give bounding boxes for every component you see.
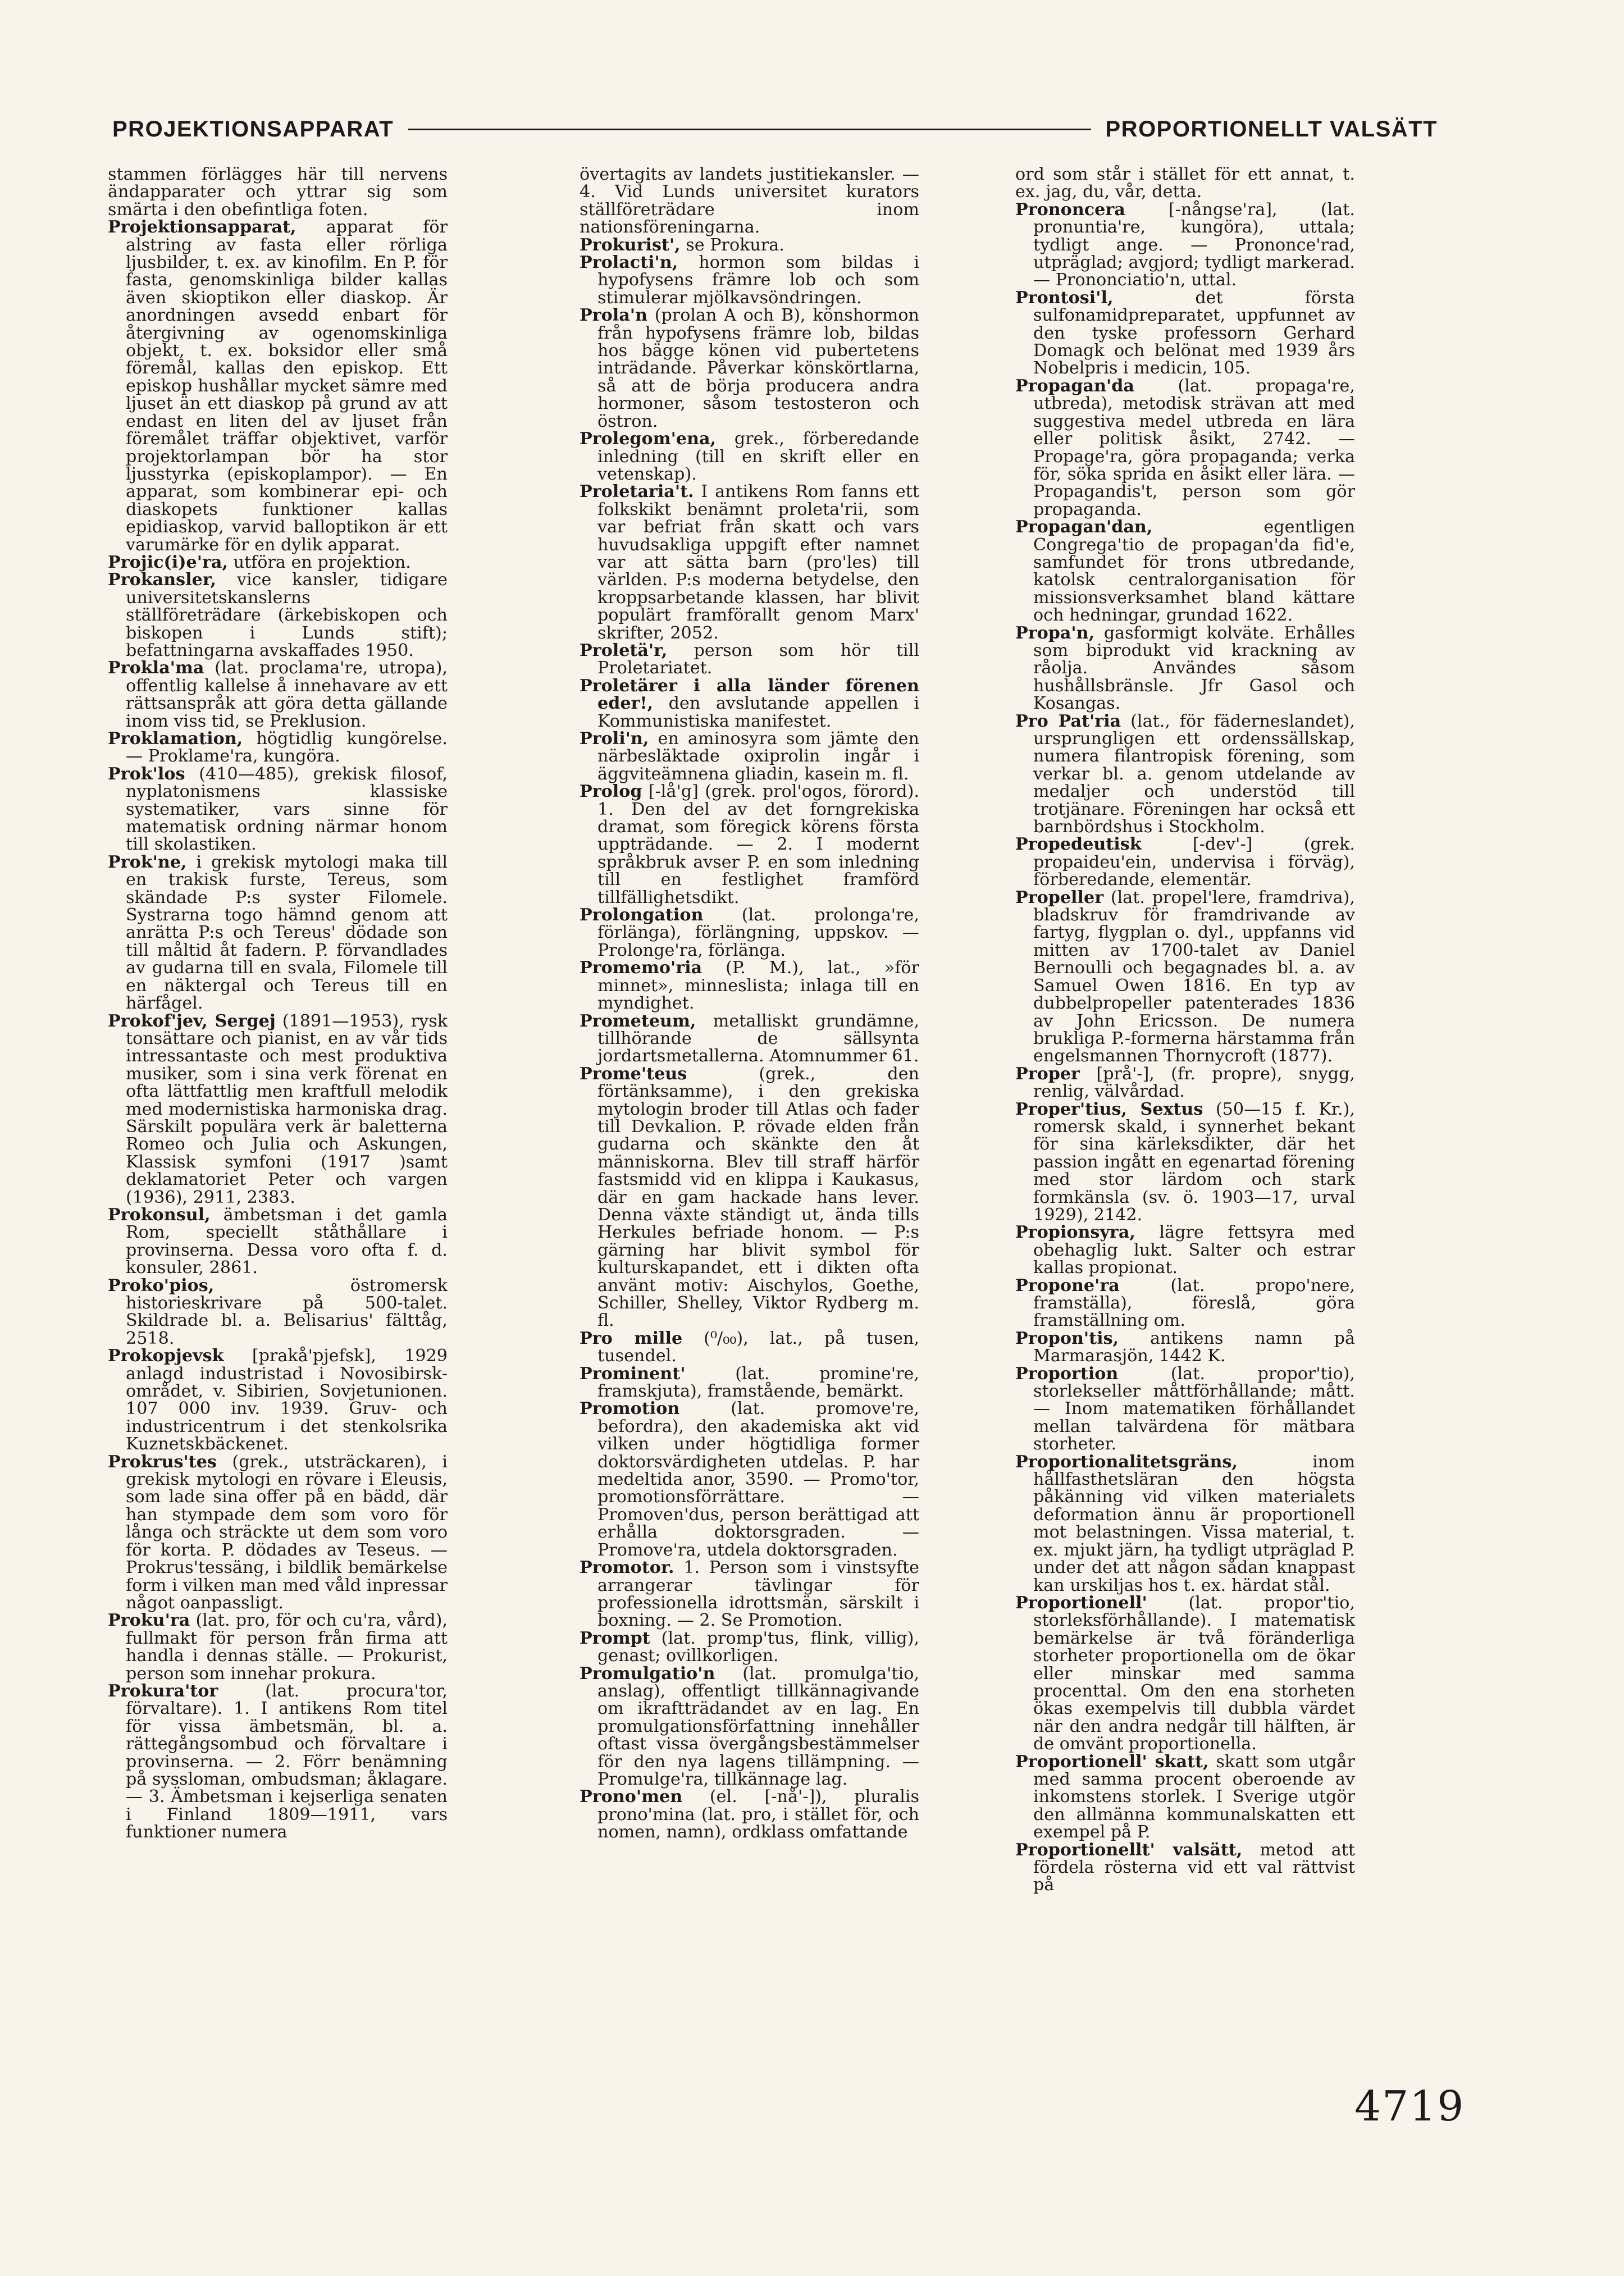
entry-headword: Proku'ra	[108, 1611, 190, 1631]
entry-text: apparat för alstring av fasta eller rörliga ljusbilder, t. ex. av kinofilm. En P. för fasta, genomskinliga bilder kallas även skioptikon eller diaskop. Är anordningen avsedd enbart för återgivning av ogenomskinliga objekt, t. ex. boksidor eller små föremål, kallas den episkop. Ett episkop hushållar mycket sämre med ljuset än ett diaskop på grund av att endast en liten del av ljuset från föremålet träffar objektivet, varför projektorlampan bör ha stor ljusstyrka (episkoplampor). — En apparat, som kombinerar epi- och diaskopets funktioner kallas epidiaskop, varvid balloptikon är ett varumärke för en dylik apparat.	[126, 217, 448, 555]
entry-headword: Prokansler,	[108, 570, 217, 590]
dictionary-entry	[108, 1612, 448, 1682]
entry-headword: Propon'tis,	[1015, 1328, 1119, 1348]
entry-text: antikens namn på Marmarasjön, 1442 K.	[1033, 1328, 1355, 1366]
entry-headword: Prontosi'l,	[1015, 288, 1114, 308]
dictionary-entry	[1015, 836, 1355, 888]
entry-text: (lat. propor'tio, storleksförhållande). I matematisk bemärkelse är två föränderliga storheter proportionella om de ökar eller minskar med samma procenttal. Om den ena storheten ökas exempelvis till dubbla värdet när den andra nedgår till hälften, är de omvänt proportionella.	[1033, 1593, 1355, 1754]
column-3	[1015, 166, 1355, 1894]
entry-text: metalliskt grundämne, tillhörande de sällsynta jordartsmetallerna. Atomnummer 61.	[597, 1011, 919, 1066]
entry-text: (lat. prolonga're, förlänga), förlängning, uppskov. — Prolonge'ra, förlänga.	[597, 905, 919, 960]
entry-headword: Proper'tius, Sextus	[1015, 1099, 1203, 1119]
entry-headword: Prolongation	[580, 905, 704, 925]
entry-headword: Prompt	[580, 1628, 650, 1648]
entry-headword: Prola'n	[580, 305, 647, 326]
entry-headword: Proko'pios,	[108, 1275, 215, 1296]
entry-text: hormon som bildas i hypofysens främre lob och som stimulerar mjölkavsöndringen.	[597, 253, 919, 308]
entry-text: (lat. promp'tus, flink, villig), genast; ovillkorligen.	[597, 1628, 919, 1666]
dictionary-entry	[580, 906, 919, 959]
entry-headword: Propionsyra,	[1015, 1223, 1135, 1243]
entry-headword: Prokrus'tes	[108, 1452, 217, 1472]
dictionary-entry	[108, 1277, 448, 1348]
dictionary-entry	[580, 254, 919, 307]
entry-text: [-dev'-] (grek. propaideu'ein, undervisa i förväg), förberedande, elementär.	[1033, 834, 1355, 890]
dictionary-entry	[580, 483, 919, 642]
dictionary-entry	[108, 571, 448, 659]
entry-headword: Prolacti'n,	[580, 253, 678, 273]
dictionary-entry	[108, 554, 448, 571]
entry-headword: Prokurist',	[580, 235, 681, 255]
dictionary-entry	[1015, 1594, 1355, 1753]
dictionary-entry	[580, 1665, 919, 1789]
dictionary-entry	[108, 1012, 448, 1206]
dictionary-entry	[1015, 1841, 1355, 1894]
entry-text: (lat. procura'tor, förvaltare). 1. I antikens Rom titel för vissa ämbetsmän, bl. a. rättegångsombud och förvaltare i provinserna. — 2. Förr benämning på syssloman, ombudsman; åklagare. — 3. Ämbetsman i kejserliga senaten i Finland 1809—1911, vars funktioner numera	[126, 1681, 448, 1842]
entry-text: utföra en projektion.	[227, 552, 411, 572]
entry-text: inom hållfasthetsläran den högsta påkänning vid vilken materialets deformation ännu är proportionell mot belastningen. Vissa material, t. ex. mjukt järn, ha tydligt utpräglad P. under det att någon sådan knappast kan urskiljas hos t. ex. härdat stål.	[1033, 1452, 1355, 1595]
dictionary-entry	[1015, 289, 1355, 377]
entry-headword: Propone'ra	[1015, 1275, 1120, 1296]
dictionary-entry	[1015, 1224, 1355, 1276]
dictionary-entry	[108, 1347, 448, 1453]
entry-text: [-lå'g] (grek. prol'ogos, förord). 1. Den del av det forngrekiska dramat, som föregick körens första uppträdande. — 2. I modernt språkbruk avser P. en som inledning till en festlighet framförd tillfällighetsdikt.	[597, 782, 919, 907]
entry-text: (lat. promine're, framskjuta), framstående, bemärkt.	[597, 1363, 919, 1402]
entry-headword: Proletä'r,	[580, 640, 668, 660]
dictionary-entry	[580, 307, 919, 430]
dictionary-entry	[580, 430, 919, 483]
entry-text: ord som står i stället för ett annat, t. ex. jag, du, vår, detta.	[1015, 165, 1355, 202]
dictionary-entry	[580, 730, 919, 783]
entry-headword: Promotion	[580, 1399, 680, 1419]
entry-text: (lat. propel'lere, framdriva), bladskruv för framdrivande av fartyg, flygplan o. dyl., uppfanns vid mitten av 1700-talet av Daniel Bernoulli och begagnades bl. a. av Samuel Owen 1816. En typ av dubbelpropeller patenterades 1836 av John Ericsson. De numera brukliga P.-formerna härstamma från engelsmannen Thornycroft (1877).	[1033, 887, 1355, 1066]
entry-text: högtidlig kungörelse. — Proklame'ra, kungöra.	[126, 729, 448, 767]
entry-text: (⁰/₀₀), lat., på tusen, tusendel.	[597, 1328, 919, 1366]
entry-headword: Prok'ne,	[108, 852, 187, 872]
header-right-guideword: PROPORTIONELLT VALSÄTT	[1105, 116, 1438, 142]
entry-text: (P. M.), lat., »för minnet», minneslista; inlaga till en myndighet.	[597, 958, 919, 1014]
entry-text: (lat. proclama're, utropa), offentlig kallelse å innehavare av ett rättsanspråk att göra detta gällande inom viss tid, se Preklusion.	[126, 658, 448, 731]
entry-text: I antikens Rom fanns ett folkskikt benämnt proleta'rii, som var befriat från skatt och vars huvudsakliga uppgift efter namnet var att sätta barn (pro'les) till världen. P:s moderna betydelse, den kroppsarbetande klassen, har blivit populärt framförallt genom Marx' skrifter, 2052.	[597, 482, 919, 643]
entry-headword: Proportionell' skatt,	[1015, 1752, 1209, 1772]
entry-headword: Prometeum,	[580, 1011, 696, 1031]
dictionary-entry	[1015, 1453, 1355, 1594]
column-1	[108, 166, 448, 1841]
dictionary-entry	[580, 1012, 919, 1065]
dictionary-entry	[580, 1630, 919, 1665]
entry-headword: Propeller	[1015, 887, 1104, 907]
header-left-guideword: PROJEKTIONSAPPARAT	[112, 116, 394, 142]
dictionary-entry	[580, 1788, 919, 1841]
entry-text: (lat. promulga'tio, anslag), offentligt tillkännagivande om ikraftträdandet av en lag. En promulgationsförfattning innehåller oftast vissa övergångsbestämmelser för den nya lagens tillämpning. — Promulge'ra, tillkännage lag.	[597, 1663, 919, 1789]
entry-text: (lat. propaga're, utbreda), metodisk strävan att med suggestiva medel utbreda en lära eller politisk åsikt, 2742. — Propage'ra, göra propaganda; verka för, söka sprida en åsikt eller lära. — Propagandis't, person som gör propaganda.	[1033, 376, 1355, 519]
entry-headword: Propa'n,	[1015, 623, 1095, 643]
entry-text: (1891—1953), rysk tonsättare och pianist, en av vår tids intressantaste och mest produktiva musiker, som i sina verk förenat en ofta lättfattlig men kraftfull melodik med modernistiska harmoniska drag. Särskilt populära verk är baletterna Romeo och Julia och Askungen, Klassisk symfoni (1917 )samt deklamatoriet Peter och vargen (1936), 2911, 2383.	[126, 1011, 448, 1207]
dictionary-entry	[1015, 377, 1355, 518]
running-header	[112, 112, 1438, 146]
dictionary-entry	[1015, 1277, 1355, 1330]
entry-headword: Proportionellt' valsätt,	[1015, 1840, 1243, 1860]
entry-text: i grekisk mytologi maka till en trakisk furste, Tereus, som skändade P:s syster Filomele. Systrarna togo hämnd genom att anrätta P:s och Tereus' dödade son till måltid åt fadern. P. förvandlades av gudarna till en svala, Filomele till en näktergal och Tereus till en härfågel.	[126, 852, 448, 1014]
dictionary-entry	[1015, 1365, 1355, 1453]
entry-text: egentligen Congrega'tio de propagan'da fid'e, samfundet för trons utbredande, katolsk centralorganisation för missionsverksamhet bland kättare och hedningar, grundad 1622.	[1033, 517, 1355, 626]
entry-headword: Proklamation,	[108, 729, 243, 749]
entry-text: ämbetsman i det gamla Rom, speciellt ståthållare i provinserna. Dessa voro ofta f. d. konsuler, 2861.	[126, 1205, 448, 1278]
entry-headword: Pro Pat'ria	[1015, 711, 1121, 731]
dictionary-entry	[108, 1682, 448, 1841]
entry-headword: Propagan'dan,	[1015, 517, 1153, 537]
entry-headword: Prolog	[580, 782, 642, 802]
entry-text: [-nångse'ra], (lat. pronuntia're, kungöra), uttala; tydligt ange. — Prononce'rad, utpräglad; avgjord; tydligt markerad. — Prononciatio'n, uttal.	[1033, 199, 1355, 290]
dictionary-entry	[1015, 201, 1355, 289]
entry-text: (lat., för fäderneslandet), ursprungligen ett ordenssällskap, numera filantropisk förening, som verkar bl. a. genom utdelande av medaljer och understöd till trotjänare. Föreningen har också ett barnbördshus i Stockholm.	[1033, 711, 1355, 837]
entry-text: det första sulfonamidpreparatet, uppfunnet av den tyske professorn Gerhard Domagk och belönat med 1939 års Nobelpris i medicin, 105.	[1033, 288, 1355, 378]
entry-headword: Prok'los	[108, 764, 185, 784]
entry-text: (lat. propor'tio), storlekseller måttförhållande; mått. — Inom matematiken förhållandet mellan talvärdena för mätbara storheter.	[1033, 1363, 1355, 1454]
dictionary-entry	[580, 642, 919, 677]
entry-headword: Projic(i)e'ra,	[108, 552, 228, 572]
entry-headword: Prononcera	[1015, 199, 1125, 220]
entry-text: se Prokura.	[680, 235, 784, 255]
entry-headword: Prokura'tor	[108, 1681, 218, 1701]
dictionary-entry	[580, 959, 919, 1012]
entry-headword: Propedeutisk	[1015, 834, 1142, 855]
entry-text: 1. Person som i vinstsyfte arrangerar tävlingar för professionella idrottsmän, särskilt i boxning. — 2. Se Promotion.	[597, 1558, 919, 1631]
dictionary-entry	[1015, 1753, 1355, 1841]
entry-text: en aminosyra som jämte den närbesläktade oxiprolin ingår i äggviteämnena gliadin, kasein m. fl.	[597, 729, 919, 784]
column-2	[580, 166, 919, 1841]
dictionary-entry	[1015, 713, 1355, 836]
entry-headword: Promulgatio'n	[580, 1663, 715, 1684]
dictionary-entry	[1015, 889, 1355, 1065]
entry-headword: Prolegom'ena,	[580, 429, 717, 449]
dictionary-entry	[108, 730, 448, 765]
entry-headword: Prome'teus	[580, 1064, 687, 1084]
entry-text: [prakå'pjefsk], 1929 anlagd industristad i Novosibirsk-området, v. Sibirien, Sovjetunionen. 107 000 inv. 1939. Gruv- och industricentrum i det stenkolsrika Kuznetskbäckenet.	[126, 1346, 448, 1454]
dictionary-entry	[580, 677, 919, 730]
dictionary-entry	[580, 236, 919, 254]
dictionary-entry	[580, 1400, 919, 1559]
dictionary-entry	[1015, 624, 1355, 713]
dictionary-entry	[1015, 1330, 1355, 1365]
entry-text: vice kansler, tidigare universitetskanslerns ställföreträdare (ärkebiskopen och biskopen i Lunds stift); befattningarna avskaffades 1950.	[126, 570, 448, 660]
dictionary-entry	[1015, 1065, 1355, 1101]
entry-text: (50—15 f. Kr.), romersk skald, i synnerhet bekant för sina kärleksdikter, där het passion ingått en egenartad förening med stor lärdom och stark formkänsla (sv. ö. 1903—17, urval 1929), 2142.	[1033, 1099, 1355, 1225]
dictionary-entry	[108, 1453, 448, 1612]
dictionary-entry	[580, 1065, 919, 1330]
entry-text: stammen förlägges här till nervens ändapparater och yttrar sig som smärta i den obefintliga foten.	[108, 165, 448, 220]
entry-headword: Proper	[1015, 1064, 1080, 1084]
entry-text: gasformigt kolväte. Erhålles som biprodukt vid krackning av råolja. Användes såsom hushållsbränsle. Jfr Gasol och Kosangas.	[1033, 623, 1355, 714]
entry-text: metod att fördela rösterna vid ett val rättvist på	[1033, 1840, 1355, 1895]
dictionary-entry	[580, 166, 919, 236]
entry-text: övertagits av landets justitiekansler. — 4. Vid Lunds universitet kurators ställföreträdare inom nationsföreningarna.	[580, 165, 919, 238]
entry-text: grek., förberedande inledning (till en skrift eller en vetenskap).	[597, 429, 919, 484]
entry-headword: Prokla'ma	[108, 658, 204, 678]
dictionary-entry	[108, 659, 448, 730]
entry-text: (lat. propo'nere, framställa), föreslå, göra framställning om.	[1033, 1275, 1355, 1331]
entry-text: (grek., utsträckaren), i grekisk mytologi en rövare i Eleusis, som lade sina offer på en bädd, där han stympade dem som voro för långa och sträckte ut dem som voro för korta. P. dödades av Teseus. — Prokrus'tessäng, i bildlik bemärkelse form i vilken man med våld inpressar något oanpassligt.	[126, 1452, 448, 1613]
dictionary-entry	[108, 1206, 448, 1277]
entry-headword: Proportionalitetsgräns,	[1015, 1452, 1238, 1472]
entry-headword: Promotor.	[580, 1558, 674, 1578]
entry-text: (el. [-nå'-]), pluralis prono'mina (lat. pro, i stället för, och nomen, namn), ordklass omfattande	[597, 1787, 919, 1842]
dictionary-entry	[580, 783, 919, 906]
entry-headword: Prokonsul,	[108, 1205, 211, 1225]
entry-text: person som hör till Proletariatet.	[597, 640, 919, 678]
entry-text: [prå'-], (fr. propre), snygg, renlig, välvårdad.	[1033, 1064, 1355, 1102]
entry-headword: Prominent'	[580, 1363, 686, 1384]
entry-text: den avslutande appellen i Kommunistiska manifestet.	[597, 694, 919, 731]
entry-headword: Prokopjevsk	[108, 1346, 224, 1366]
dictionary-entry	[580, 1365, 919, 1401]
dictionary-entry	[108, 765, 448, 854]
entry-headword: Pro mille	[580, 1328, 683, 1348]
dictionary-entry	[108, 218, 448, 554]
dictionary-entry	[580, 1330, 919, 1365]
dictionary-entry	[108, 166, 448, 218]
entry-headword: Prokof'jev, Sergej	[108, 1011, 276, 1031]
entry-text: (grek., den förtänksamme), i den grekiska mytologin broder till Atlas och fader till Devkalion. P. rövade elden från gudarna och skänkte den åt människorna. Blev till straff härför fastsmidd vid en klippa i Kaukasus, där en gam hackade hans lever. Denna växte ständigt ut, ända tills Herkules befriade honom. — P:s gärning har blivit symbol för kulturskapandet, ett i dikten ofta använt motiv: Aischylos, Goethe, Schiller, Shelley, Viktor Rydberg m. fl.	[597, 1064, 919, 1331]
entry-headword: Promemo'ria	[580, 958, 702, 978]
entry-text: lägre fettsyra med obehaglig lukt. Salter och estrar kallas propionat.	[1033, 1223, 1355, 1278]
entry-text: östromersk historieskrivare på 500-talet. Skildrade bl. a. Belisarius' fälttåg, 2518.	[126, 1275, 448, 1348]
dictionary-entry	[1015, 1101, 1355, 1224]
entry-text: skatt som utgår med samma procent oberoende av inkomstens storlek. I Sverige utgör den allmänna kommunalskatten ett exempel på P.	[1033, 1752, 1355, 1842]
entry-headword: Proletaria't.	[580, 482, 694, 502]
dictionary-entry	[1015, 166, 1355, 201]
header-rule	[408, 129, 1091, 130]
entry-headword: Proportionell'	[1015, 1593, 1147, 1613]
entry-headword: Projektionsapparat,	[108, 217, 296, 238]
entry-headword: Prono'men	[580, 1787, 683, 1807]
dictionary-entry	[108, 854, 448, 1012]
entry-headword: Proletärer i alla länder förenen eder!,	[580, 676, 919, 714]
entry-text: (410—485), grekisk filosof, nyplatonismens klassiske systematiker, vars sinne för matematisk ordning närmar honom till skolastiken.	[126, 764, 448, 855]
dictionary-entry	[1015, 518, 1355, 624]
dictionary-entry	[580, 1559, 919, 1630]
entry-headword: Proli'n,	[580, 729, 649, 749]
entry-headword: Propagan'da	[1015, 376, 1134, 396]
entry-text: (lat. pro, för och cu'ra, vård), fullmakt för person från firma att handla i dennas ställe. — Prokurist, person som innehar prokura.	[126, 1611, 448, 1684]
page-number: 4719	[1354, 2082, 1465, 2131]
entry-text: (prolan A och B), könshormon från hypofysens främre lob, bildas hos bägge könen vid pubertetens inträdande. Påverkar könskörtlarna, så att de börja producera andra hormoner, såsom testosteron och östron.	[597, 305, 919, 431]
entry-text: (lat. promove're, befordra), den akademiska akt vid vilken under högtidliga former doktorsvärdigheten utdelas. P. har medeltida anor, 3590. — Promo'tor, promotionsförrättare. — Promoven'dus, person berättigad att erhålla doktorsgraden. — Promove'ra, utdela doktorsgraden.	[597, 1399, 919, 1560]
entry-headword: Proportion	[1015, 1363, 1119, 1384]
